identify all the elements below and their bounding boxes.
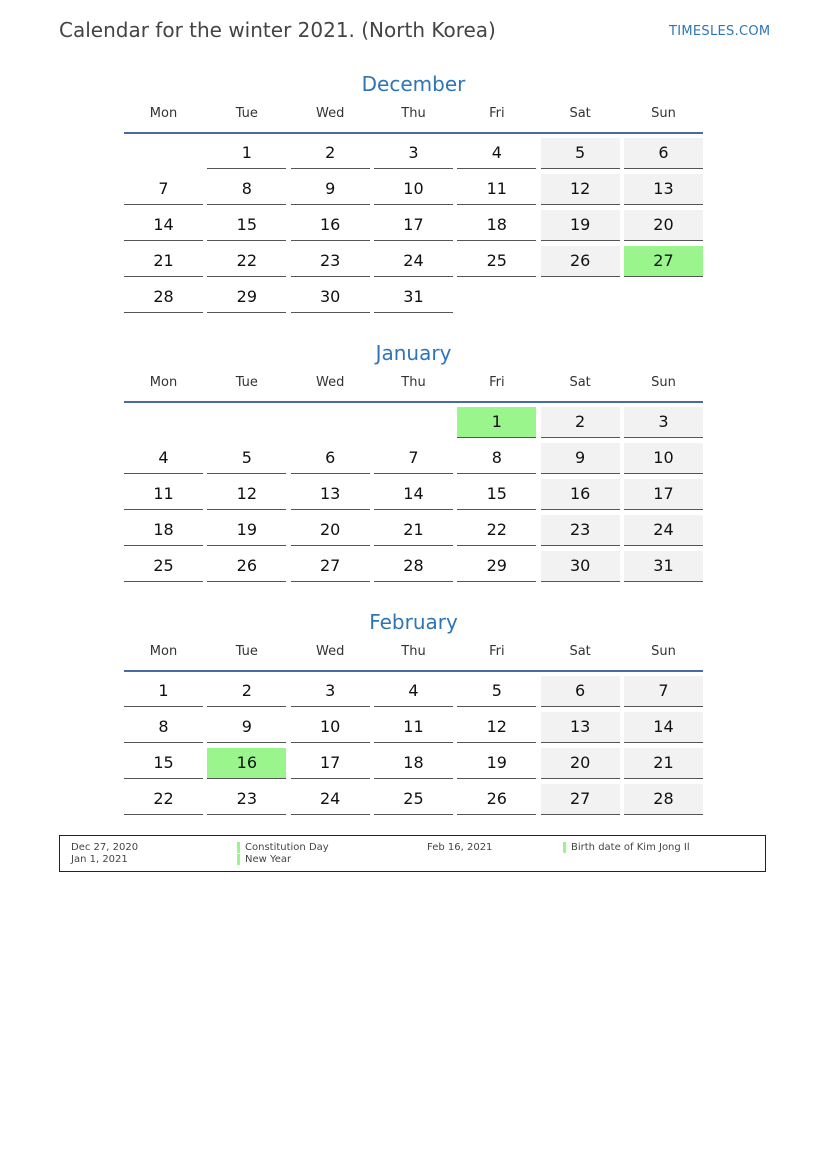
week-row [124, 712, 703, 744]
day-cell: 23 [207, 784, 286, 815]
week-row [124, 515, 703, 547]
holiday-day-cell: 16 [207, 748, 286, 779]
holiday-legend [59, 835, 766, 872]
legend-date: Dec 27, 2020 [71, 842, 139, 853]
day-cell: 8 [124, 712, 203, 743]
month-name: December [361, 72, 466, 96]
holiday-day-cell: 1 [457, 407, 536, 438]
weekday-label: Tue [235, 106, 258, 121]
day-cell: 3 [624, 407, 703, 438]
day-cell: 22 [457, 515, 536, 546]
week-row [124, 282, 703, 314]
day-cell: 10 [291, 712, 370, 743]
weekday-label: Thu [401, 106, 426, 121]
day-cell: 31 [624, 551, 703, 582]
day-cell: 2 [291, 138, 370, 169]
day-cell: 7 [624, 676, 703, 707]
day-cell: 13 [624, 174, 703, 205]
weekday-label: Sun [651, 375, 676, 390]
day-cell: 17 [374, 210, 453, 241]
day-cell: 12 [457, 712, 536, 743]
day-cell: 28 [624, 784, 703, 815]
weekday-label: Thu [401, 644, 426, 659]
weekday-label: Wed [315, 106, 345, 121]
week-row [124, 407, 703, 439]
day-cell: 9 [541, 443, 620, 474]
day-cell: 14 [374, 479, 453, 510]
day-cell: 10 [374, 174, 453, 205]
week-row [124, 784, 703, 816]
empty-day-cell [541, 282, 620, 312]
weekday-label: Wed [315, 644, 345, 659]
day-cell: 17 [291, 748, 370, 779]
day-cell: 11 [124, 479, 203, 510]
day-cell: 26 [541, 246, 620, 277]
day-cell: 3 [374, 138, 453, 169]
day-cell: 1 [124, 676, 203, 707]
day-cell: 7 [124, 174, 203, 205]
day-cell: 22 [207, 246, 286, 277]
legend-date: Jan 1, 2021 [71, 854, 128, 865]
week-row [124, 174, 703, 206]
day-cell: 23 [541, 515, 620, 546]
day-cell: 15 [207, 210, 286, 241]
day-cell: 29 [457, 551, 536, 582]
day-cell: 9 [291, 174, 370, 205]
day-cell: 25 [457, 246, 536, 277]
day-cell: 16 [541, 479, 620, 510]
weeks [124, 407, 703, 583]
month-december [124, 70, 703, 318]
empty-day-cell [624, 282, 703, 312]
day-cell: 4 [457, 138, 536, 169]
day-cell: 11 [374, 712, 453, 743]
page-title: Calendar for the winter 2021. (North Korea) [59, 18, 496, 42]
day-cell: 24 [374, 246, 453, 277]
day-cell: 26 [457, 784, 536, 815]
empty-day-cell [124, 138, 203, 168]
day-cell: 5 [541, 138, 620, 169]
day-cell: 8 [457, 443, 536, 474]
day-cell: 20 [624, 210, 703, 241]
empty-day-cell [124, 407, 203, 437]
holiday-marker [237, 854, 240, 865]
header-rule [124, 401, 703, 403]
day-cell: 12 [207, 479, 286, 510]
week-row [124, 138, 703, 170]
empty-day-cell [207, 407, 286, 437]
day-cell: 18 [124, 515, 203, 546]
day-cell: 14 [624, 712, 703, 743]
weekday-label: Sun [651, 644, 676, 659]
day-cell: 29 [207, 282, 286, 313]
weekday-label: Sun [651, 106, 676, 121]
weekday-label: Sat [569, 375, 591, 390]
day-cell: 18 [374, 748, 453, 779]
month-february [124, 608, 703, 820]
weekday-label: Mon [149, 375, 178, 390]
day-cell: 31 [374, 282, 453, 313]
weekday-label: Mon [149, 644, 178, 659]
header-rule [124, 132, 703, 134]
day-cell: 28 [124, 282, 203, 313]
weekday-label: Sat [569, 644, 591, 659]
day-cell: 5 [457, 676, 536, 707]
week-row [124, 479, 703, 511]
day-cell: 24 [291, 784, 370, 815]
day-cell: 2 [541, 407, 620, 438]
day-cell: 17 [624, 479, 703, 510]
day-cell: 19 [541, 210, 620, 241]
day-cell: 12 [541, 174, 620, 205]
day-cell: 21 [374, 515, 453, 546]
day-cell: 3 [291, 676, 370, 707]
weekday-label: Tue [235, 644, 258, 659]
weekday-header [124, 104, 703, 124]
weekday-header [124, 373, 703, 393]
weeks [124, 676, 703, 816]
site-link[interactable]: TIMESLES.COM [669, 24, 771, 39]
weekday-label: Fri [489, 644, 505, 659]
day-cell: 15 [457, 479, 536, 510]
legend-holiday-name: Constitution Day [245, 842, 329, 853]
holiday-day-cell: 27 [624, 246, 703, 277]
day-cell: 14 [124, 210, 203, 241]
week-row [124, 748, 703, 780]
day-cell: 11 [457, 174, 536, 205]
day-cell: 4 [374, 676, 453, 707]
weekday-label: Sat [569, 106, 591, 121]
day-cell: 19 [457, 748, 536, 779]
weekday-label: Mon [149, 106, 178, 121]
week-row [124, 210, 703, 242]
weekday-header [124, 642, 703, 662]
day-cell: 21 [124, 246, 203, 277]
day-cell: 10 [624, 443, 703, 474]
day-cell: 6 [291, 443, 370, 474]
weeks [124, 138, 703, 314]
month-january [124, 339, 703, 587]
empty-day-cell [291, 407, 370, 437]
day-cell: 28 [374, 551, 453, 582]
day-cell: 25 [374, 784, 453, 815]
day-cell: 5 [207, 443, 286, 474]
empty-day-cell [457, 282, 536, 312]
day-cell: 2 [207, 676, 286, 707]
legend-holiday-name: Birth date of Kim Jong Il [571, 842, 690, 853]
weekday-label: Thu [401, 375, 426, 390]
day-cell: 30 [291, 282, 370, 313]
day-cell: 9 [207, 712, 286, 743]
day-cell: 20 [291, 515, 370, 546]
day-cell: 6 [624, 138, 703, 169]
day-cell: 21 [624, 748, 703, 779]
header-rule [124, 670, 703, 672]
week-row [124, 676, 703, 708]
week-row [124, 551, 703, 583]
week-row [124, 443, 703, 475]
week-row [124, 246, 703, 278]
holiday-marker [563, 842, 566, 853]
day-cell: 1 [207, 138, 286, 169]
day-cell: 27 [541, 784, 620, 815]
month-name: January [375, 341, 452, 365]
day-cell: 20 [541, 748, 620, 779]
weekday-label: Tue [235, 375, 258, 390]
day-cell: 25 [124, 551, 203, 582]
day-cell: 8 [207, 174, 286, 205]
legend-date: Feb 16, 2021 [427, 842, 493, 853]
day-cell: 16 [291, 210, 370, 241]
weekday-label: Fri [489, 106, 505, 121]
day-cell: 18 [457, 210, 536, 241]
day-cell: 24 [624, 515, 703, 546]
day-cell: 22 [124, 784, 203, 815]
day-cell: 7 [374, 443, 453, 474]
day-cell: 4 [124, 443, 203, 474]
legend-holiday-name: New Year [245, 854, 292, 865]
day-cell: 13 [291, 479, 370, 510]
day-cell: 23 [291, 246, 370, 277]
weekday-label: Wed [315, 375, 345, 390]
holiday-marker [237, 842, 240, 853]
day-cell: 30 [541, 551, 620, 582]
day-cell: 19 [207, 515, 286, 546]
day-cell: 13 [541, 712, 620, 743]
weekday-label: Fri [489, 375, 505, 390]
day-cell: 26 [207, 551, 286, 582]
day-cell: 27 [291, 551, 370, 582]
empty-day-cell [374, 407, 453, 437]
month-name: February [369, 610, 458, 634]
day-cell: 15 [124, 748, 203, 779]
day-cell: 6 [541, 676, 620, 707]
